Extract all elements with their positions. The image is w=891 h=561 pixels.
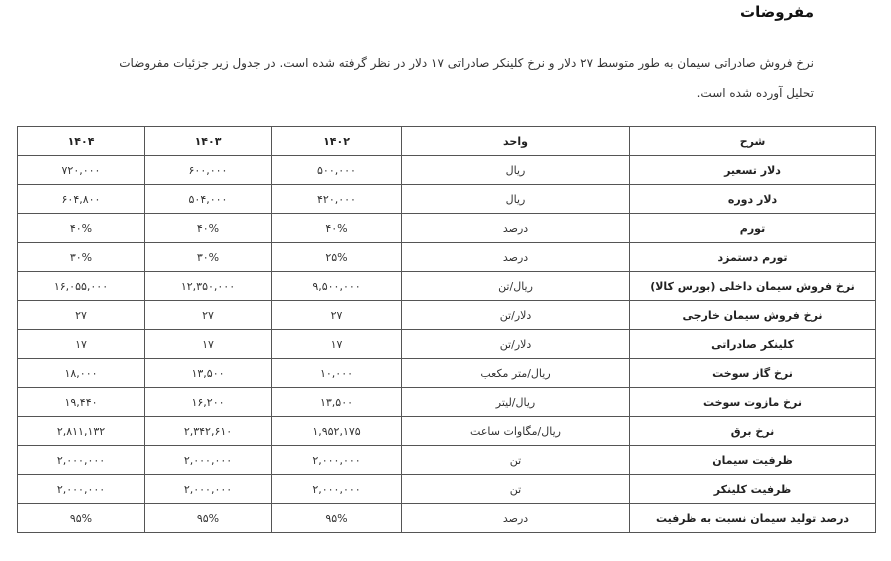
row-value-1402: ۴۰% <box>272 214 402 243</box>
row-unit: دلار/تن <box>402 301 630 330</box>
row-unit: تن <box>402 475 630 504</box>
row-value-1404: ۳۰% <box>18 243 145 272</box>
row-description: نرخ مازوت سوخت <box>630 388 876 417</box>
table-row <box>18 214 876 243</box>
row-value-1403: ۵۰۴,۰۰۰ <box>145 185 272 214</box>
row-unit: ریال <box>402 185 630 214</box>
row-unit: تن <box>402 446 630 475</box>
row-unit: درصد <box>402 504 630 533</box>
row-description: کلینکر صادراتی <box>630 330 876 359</box>
table-row <box>18 359 876 388</box>
header-year-1404: ۱۴۰۴ <box>18 127 145 156</box>
row-value-1404: ۱۹,۴۴۰ <box>18 388 145 417</box>
row-value-1402: ۵۰۰,۰۰۰ <box>272 156 402 185</box>
section-heading: مفروضات <box>740 3 814 21</box>
row-value-1402: ۲,۰۰۰,۰۰۰ <box>272 475 402 504</box>
intro-paragraph <box>74 48 814 108</box>
row-value-1402: ۴۲۰,۰۰۰ <box>272 185 402 214</box>
row-value-1404: ۹۵% <box>18 504 145 533</box>
row-value-1404: ۱۸,۰۰۰ <box>18 359 145 388</box>
header-description: شرح <box>630 127 876 156</box>
table-row <box>18 301 876 330</box>
row-description: دلار دوره <box>630 185 876 214</box>
row-value-1403: ۱۲,۳۵۰,۰۰۰ <box>145 272 272 301</box>
row-unit: ریال/مگاوات ساعت <box>402 417 630 446</box>
row-value-1403: ۲,۳۴۲,۶۱۰ <box>145 417 272 446</box>
row-unit: ریال/تن <box>402 272 630 301</box>
row-value-1404: ۱۶,۰۵۵,۰۰۰ <box>18 272 145 301</box>
row-description: درصد تولید سیمان نسبت به ظرفیت <box>630 504 876 533</box>
row-value-1402: ۱۷ <box>272 330 402 359</box>
row-value-1402: ۱۰,۰۰۰ <box>272 359 402 388</box>
row-unit: ریال/متر مکعب <box>402 359 630 388</box>
row-value-1404: ۲,۰۰۰,۰۰۰ <box>18 446 145 475</box>
table-row <box>18 330 876 359</box>
row-unit: درصد <box>402 243 630 272</box>
row-description: ظرفیت سیمان <box>630 446 876 475</box>
row-unit: درصد <box>402 214 630 243</box>
row-description: تورم دستمزد <box>630 243 876 272</box>
row-value-1402: ۹,۵۰۰,۰۰۰ <box>272 272 402 301</box>
assumptions-table <box>17 126 876 533</box>
row-value-1404: ۶۰۴,۸۰۰ <box>18 185 145 214</box>
table-row <box>18 156 876 185</box>
row-value-1403: ۴۰% <box>145 214 272 243</box>
row-value-1403: ۶۰۰,۰۰۰ <box>145 156 272 185</box>
row-value-1402: ۲,۰۰۰,۰۰۰ <box>272 446 402 475</box>
table-row <box>18 272 876 301</box>
table-row <box>18 185 876 214</box>
row-description: ظرفیت کلینکر <box>630 475 876 504</box>
table-header-row <box>18 127 876 156</box>
row-value-1402: ۲۷ <box>272 301 402 330</box>
header-year-1403: ۱۴۰۳ <box>145 127 272 156</box>
row-value-1403: ۱۳,۵۰۰ <box>145 359 272 388</box>
table-row <box>18 417 876 446</box>
row-description: نرخ فروش سیمان داخلی (بورس کالا) <box>630 272 876 301</box>
row-value-1403: ۱۷ <box>145 330 272 359</box>
row-value-1403: ۲,۰۰۰,۰۰۰ <box>145 475 272 504</box>
row-value-1402: ۲۵% <box>272 243 402 272</box>
row-value-1403: ۲,۰۰۰,۰۰۰ <box>145 446 272 475</box>
row-value-1404: ۲۷ <box>18 301 145 330</box>
intro-line-2: تحلیل آورده شده است. <box>696 86 814 100</box>
row-description: تورم <box>630 214 876 243</box>
table-row <box>18 446 876 475</box>
row-value-1403: ۹۵% <box>145 504 272 533</box>
table-row <box>18 243 876 272</box>
row-value-1403: ۳۰% <box>145 243 272 272</box>
row-value-1404: ۱۷ <box>18 330 145 359</box>
row-value-1404: ۷۲۰,۰۰۰ <box>18 156 145 185</box>
header-unit: واحد <box>402 127 630 156</box>
row-value-1402: ۱۳,۵۰۰ <box>272 388 402 417</box>
header-year-1402: ۱۴۰۲ <box>272 127 402 156</box>
row-unit: ریال/لیتر <box>402 388 630 417</box>
table-row <box>18 475 876 504</box>
row-description: نرخ فروش سیمان خارجی <box>630 301 876 330</box>
row-value-1402: ۱,۹۵۲,۱۷۵ <box>272 417 402 446</box>
table-row <box>18 504 876 533</box>
table-row <box>18 388 876 417</box>
row-value-1404: ۴۰% <box>18 214 145 243</box>
row-description: دلار تسعیر <box>630 156 876 185</box>
row-unit: دلار/تن <box>402 330 630 359</box>
row-value-1403: ۱۶,۲۰۰ <box>145 388 272 417</box>
intro-line-1: نرخ فروش صادراتی سیمان به طور متوسط ۲۷ دلار و نرخ کلینکر صادراتی ۱۷ دلار در نظر گرفته شده است. در جدول زیر جزئیات مفروضات <box>119 56 814 70</box>
row-value-1402: ۹۵% <box>272 504 402 533</box>
row-description: نرخ گاز سوخت <box>630 359 876 388</box>
row-unit: ریال <box>402 156 630 185</box>
row-description: نرخ برق <box>630 417 876 446</box>
row-value-1404: ۲,۸۱۱,۱۳۲ <box>18 417 145 446</box>
row-value-1404: ۲,۰۰۰,۰۰۰ <box>18 475 145 504</box>
row-value-1403: ۲۷ <box>145 301 272 330</box>
